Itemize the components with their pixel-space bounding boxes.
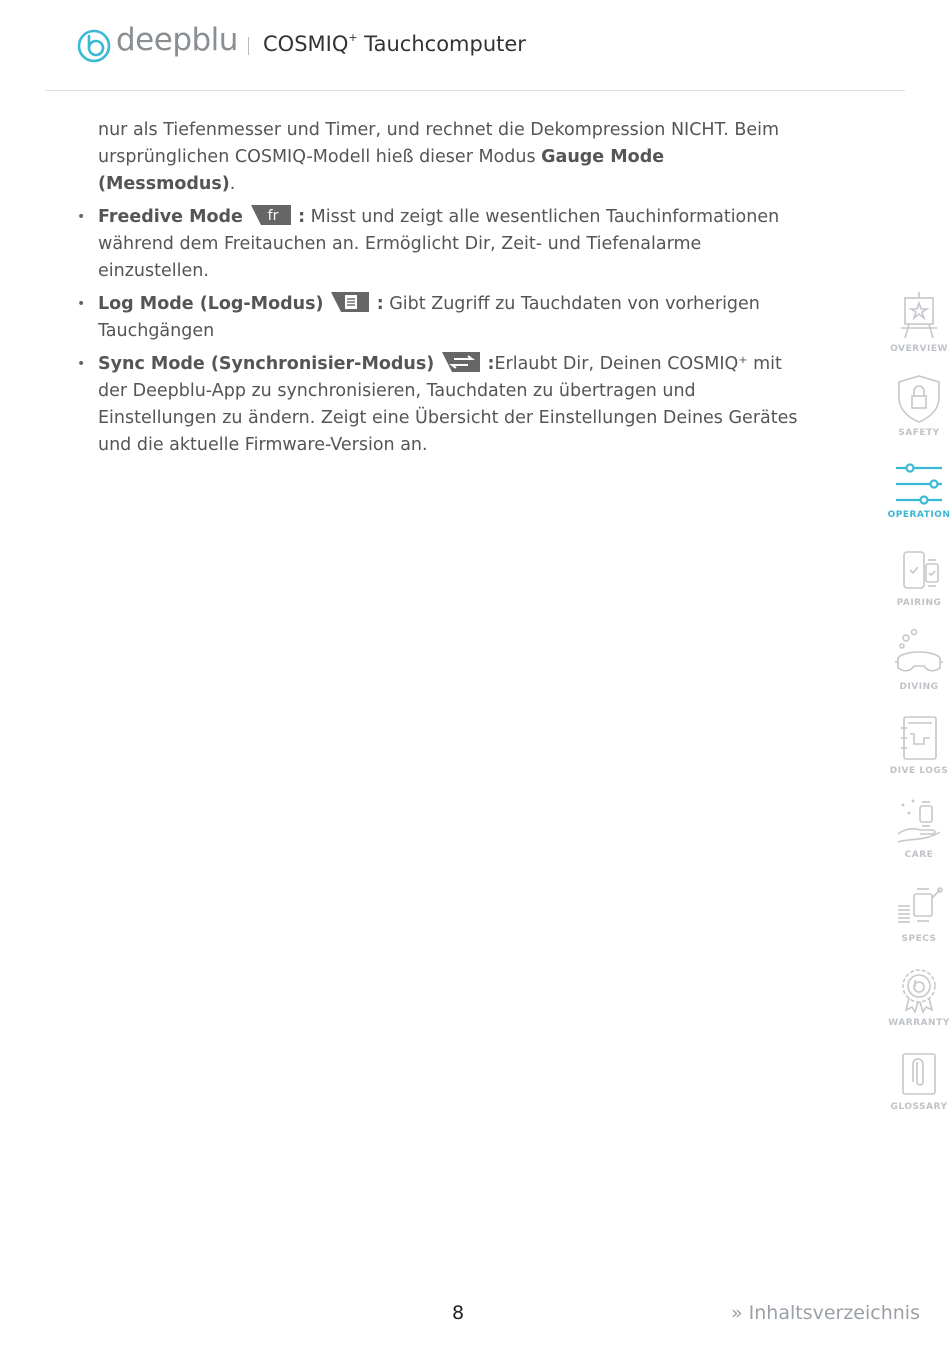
sidebar-item-pairing[interactable]: PAIRING <box>884 548 950 608</box>
product-title: COSMIQ+ Tauchcomputer <box>263 31 526 56</box>
log-mode-icon <box>331 292 369 312</box>
warranty-badge-icon <box>896 966 942 1014</box>
list-item-log: • Log Mode (Log-Modus) : Gibt Zugriff zu Tauchdaten von vorherigen Tauchgängen <box>98 291 798 345</box>
sidebar-item-care[interactable]: CARE <box>884 798 950 860</box>
sidebar-item-specs[interactable]: SPECS <box>884 884 950 944</box>
deepblu-logo-icon <box>76 28 112 64</box>
freedive-mode-title: Freedive Mode <box>98 207 243 227</box>
easel-star-icon <box>896 290 942 340</box>
shield-lock-icon <box>896 374 942 424</box>
sidebar-item-operation[interactable]: OPERATION <box>884 460 950 520</box>
sidebar-item-safety[interactable]: SAFETY <box>884 374 950 438</box>
phone-watch-icon <box>896 548 942 594</box>
bullet: • <box>77 296 86 312</box>
intro-paragraph: nur als Tiefenmesser und Timer, und rechnet die Dekompression NICHT. Beim ursprünglichen COSMIQ-Modell hieß dieser Modus Gauge Mode (Messmodus). <box>98 120 780 194</box>
sidebar-item-warranty[interactable]: WARRANTY <box>884 966 950 1028</box>
sliders-icon <box>894 460 944 506</box>
freedive-mode-icon <box>251 205 291 225</box>
dive-mask-icon <box>894 628 944 678</box>
sync-mode-title: Sync Mode (Synchronisier-Modus) <box>98 354 435 374</box>
mode-list <box>77 204 798 459</box>
page-header <box>0 0 950 92</box>
sync-mode-icon <box>442 352 480 372</box>
sidebar-item-dive-logs[interactable]: DIVE LOGS <box>884 714 950 776</box>
care-hand-icon <box>894 798 944 846</box>
specs-icon <box>894 884 944 930</box>
bullet: • <box>77 209 86 225</box>
main-content <box>77 117 798 465</box>
logbook-icon <box>896 714 942 762</box>
list-item-sync: • Sync Mode (Synchronisier-Modus) :Erlaubt Dir, Deinen COSMIQ⁺ mit der Deepblu-App zu synchronisieren, Tauchdaten zu übertragen und Einstellungen zu ändern. Zeigt eine Übersicht der Einstellungen Deines Gerätes und die aktuelle Firmware-Version an. <box>98 351 798 459</box>
brand-name: deepblu <box>116 22 238 58</box>
bullet: • <box>77 356 86 372</box>
page-number: 8 <box>452 1302 465 1324</box>
svg-text:fr: fr <box>267 208 278 224</box>
table-of-contents-link[interactable]: » Inhaltsverzeichnis <box>730 1302 920 1324</box>
header-rule <box>45 90 905 91</box>
sidebar-item-glossary[interactable]: GLOSSARY <box>884 1052 950 1112</box>
header-divider <box>248 37 249 55</box>
sidebar-item-overview[interactable]: OVERVIEW <box>884 290 950 354</box>
log-mode-title: Log Mode (Log-Modus) <box>98 294 324 314</box>
sidebar-item-diving[interactable]: DIVING <box>884 628 950 692</box>
list-item-freedive: • Freedive Mode fr : Misst und zeigt alle wesentlichen Tauchinformationen während dem Freitauchen an. Ermöglicht Dir, Zeit- und Tiefenalarme einzustellen. <box>98 204 798 285</box>
paperclip-icon <box>896 1052 942 1098</box>
gauge-mode-term: Gauge Mode (Messmodus) <box>98 147 665 194</box>
